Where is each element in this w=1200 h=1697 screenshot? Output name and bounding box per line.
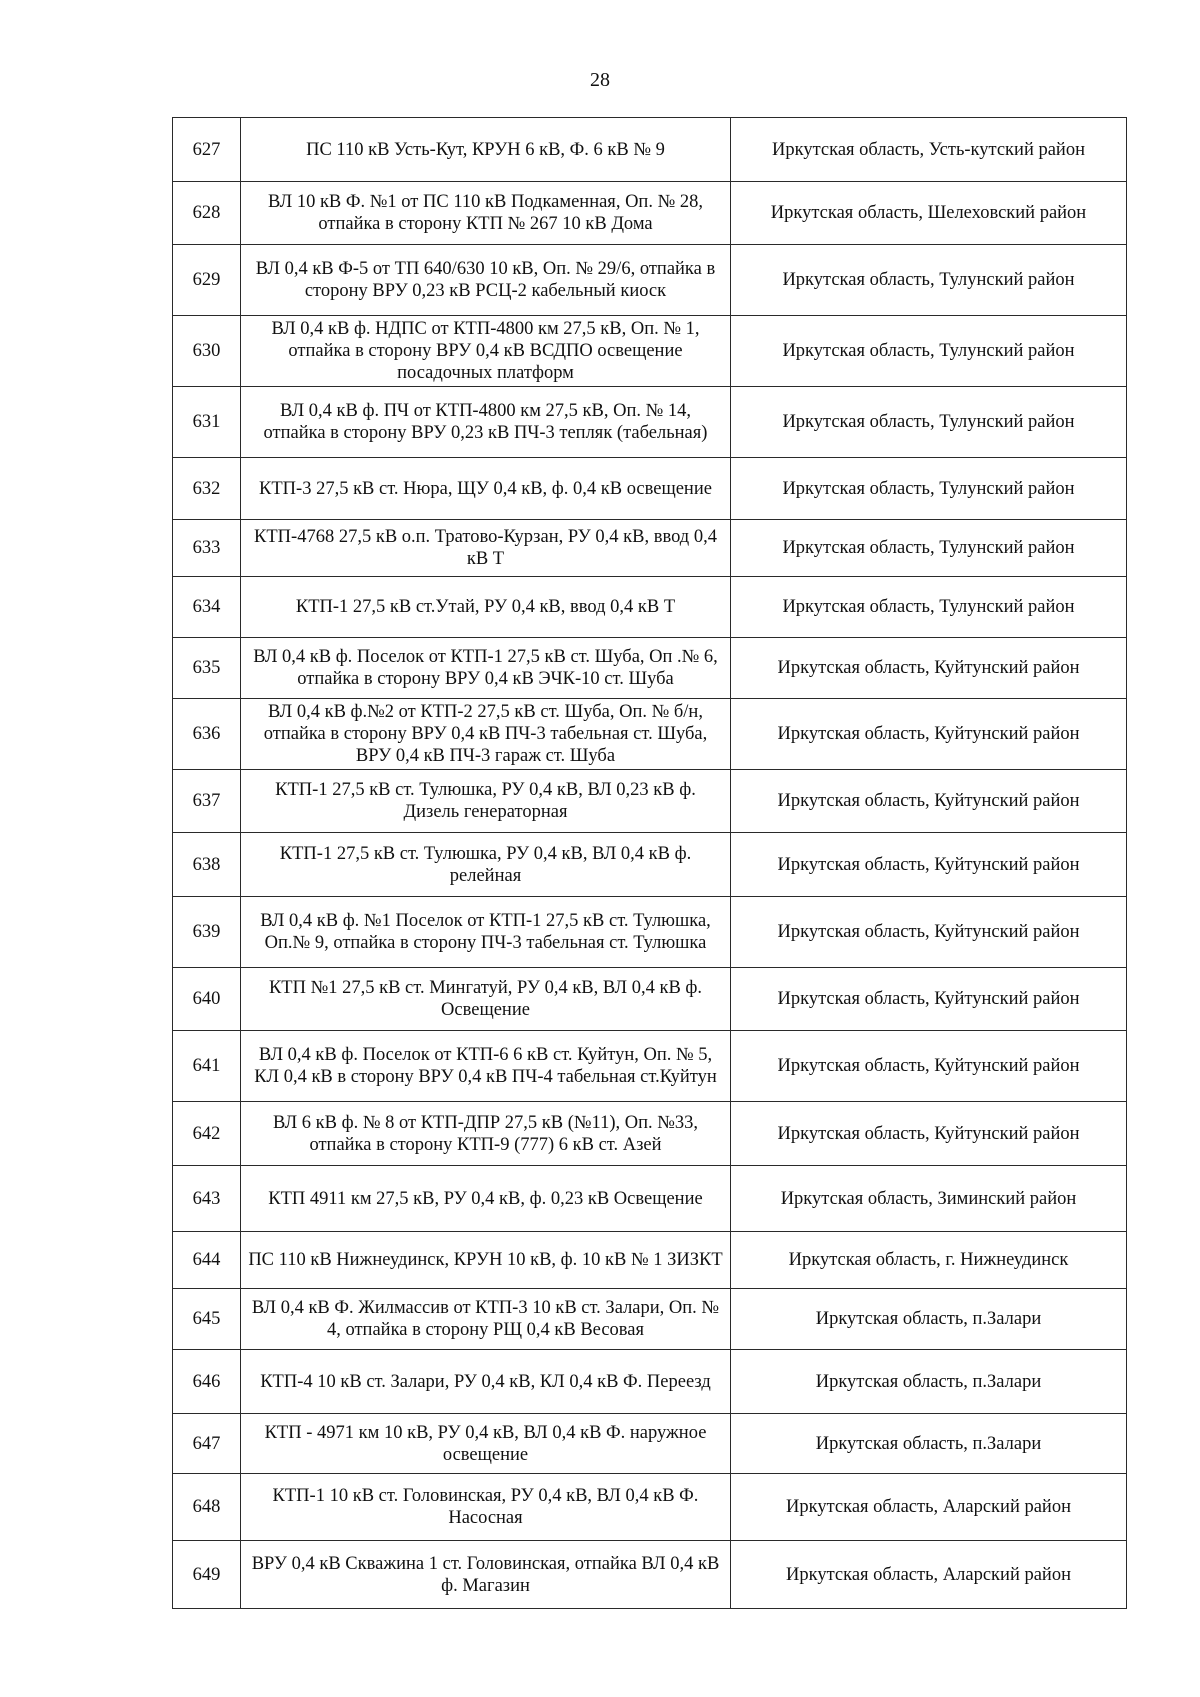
table-row bbox=[173, 1474, 1127, 1541]
row-number: 632 bbox=[173, 458, 241, 520]
object-location: Иркутская область, Тулунский район bbox=[731, 520, 1127, 577]
object-description: КТП-1 27,5 кВ ст.Утай, РУ 0,4 кВ, ввод 0,4 кВ Т bbox=[241, 577, 731, 638]
object-location: Иркутская область, Куйтунский район bbox=[731, 1031, 1127, 1102]
row-number: 648 bbox=[173, 1474, 241, 1541]
table-row bbox=[173, 1541, 1127, 1609]
object-location: Иркутская область, Куйтунский район bbox=[731, 770, 1127, 833]
object-location: Иркутская область, Куйтунский район bbox=[731, 638, 1127, 699]
table-row bbox=[173, 968, 1127, 1031]
object-location: Иркутская область, Куйтунский район bbox=[731, 699, 1127, 770]
object-description: ВЛ 0,4 кВ Ф. Жилмассив от КТП-3 10 кВ ст. Залари, Оп. № 4, отпайка в сторону РЩ 0,4 кВ Весовая bbox=[241, 1289, 731, 1350]
row-number: 642 bbox=[173, 1102, 241, 1166]
object-description: ВРУ 0,4 кВ Скважина 1 ст. Головинская, отпайка ВЛ 0,4 кВ ф. Магазин bbox=[241, 1541, 731, 1609]
object-location: Иркутская область, Куйтунский район bbox=[731, 1102, 1127, 1166]
table-row bbox=[173, 577, 1127, 638]
table-row bbox=[173, 520, 1127, 577]
object-description: КТП №1 27,5 кВ ст. Мингатуй, РУ 0,4 кВ, ВЛ 0,4 кВ ф. Освещение bbox=[241, 968, 731, 1031]
row-number: 631 bbox=[173, 387, 241, 458]
table-row bbox=[173, 699, 1127, 770]
row-number: 628 bbox=[173, 182, 241, 245]
table-row bbox=[173, 316, 1127, 387]
object-location: Иркутская область, Куйтунский район bbox=[731, 968, 1127, 1031]
object-description: ВЛ 0,4 кВ Ф-5 от ТП 640/630 10 кВ, Оп. № 29/6, отпайка в сторону ВРУ 0,23 кВ РСЦ-2 кабельный киоск bbox=[241, 245, 731, 316]
row-number: 627 bbox=[173, 118, 241, 182]
table-row bbox=[173, 638, 1127, 699]
object-location: Иркутская область, г. Нижнеудинск bbox=[731, 1232, 1127, 1289]
object-description: ВЛ 0,4 кВ ф. №1 Поселок от КТП-1 27,5 кВ ст. Тулюшка, Оп.№ 9, отпайка в сторону ПЧ-3 табельная ст. Тулюшка bbox=[241, 897, 731, 968]
table-row bbox=[173, 182, 1127, 245]
object-description: КТП-4 10 кВ ст. Залари, РУ 0,4 кВ, КЛ 0,4 кВ Ф. Переезд bbox=[241, 1350, 731, 1414]
row-number: 630 bbox=[173, 316, 241, 387]
object-location: Иркутская область, Тулунский район bbox=[731, 387, 1127, 458]
row-number: 646 bbox=[173, 1350, 241, 1414]
object-location: Иркутская область, Куйтунский район bbox=[731, 833, 1127, 897]
object-description: КТП-4768 27,5 кВ о.п. Тратово-Курзан, РУ 0,4 кВ, ввод 0,4 кВ Т bbox=[241, 520, 731, 577]
object-description: ВЛ 10 кВ Ф. №1 от ПС 110 кВ Подкаменная, Оп. № 28, отпайка в сторону КТП № 267 10 кВ Дома bbox=[241, 182, 731, 245]
table-row bbox=[173, 1414, 1127, 1474]
table-row bbox=[173, 1232, 1127, 1289]
object-location: Иркутская область, Аларский район bbox=[731, 1541, 1127, 1609]
object-location: Иркутская область, Тулунский район bbox=[731, 577, 1127, 638]
table-row bbox=[173, 897, 1127, 968]
row-number: 649 bbox=[173, 1541, 241, 1609]
row-number: 633 bbox=[173, 520, 241, 577]
objects-table bbox=[172, 117, 1127, 1609]
table-row bbox=[173, 1289, 1127, 1350]
row-number: 639 bbox=[173, 897, 241, 968]
object-location: Иркутская область, Тулунский район bbox=[731, 316, 1127, 387]
row-number: 640 bbox=[173, 968, 241, 1031]
row-number: 637 bbox=[173, 770, 241, 833]
object-description: ВЛ 0,4 кВ ф. ПЧ от КТП-4800 км 27,5 кВ, Оп. № 14, отпайка в сторону ВРУ 0,23 кВ ПЧ-3 тепляк (табельная) bbox=[241, 387, 731, 458]
row-number: 644 bbox=[173, 1232, 241, 1289]
row-number: 636 bbox=[173, 699, 241, 770]
row-number: 635 bbox=[173, 638, 241, 699]
object-description: КТП - 4971 км 10 кВ, РУ 0,4 кВ, ВЛ 0,4 кВ Ф. наружное освещение bbox=[241, 1414, 731, 1474]
table-row bbox=[173, 118, 1127, 182]
object-location: Иркутская область, Зиминский район bbox=[731, 1166, 1127, 1232]
row-number: 641 bbox=[173, 1031, 241, 1102]
object-description: ВЛ 0,4 кВ ф. Поселок от КТП-6 6 кВ ст. Куйтун, Оп. № 5, КЛ 0,4 кВ в сторону ВРУ 0,4 кВ ПЧ-4 табельная ст.Куйтун bbox=[241, 1031, 731, 1102]
object-description: КТП-1 27,5 кВ ст. Тулюшка, РУ 0,4 кВ, ВЛ 0,4 кВ ф. релейная bbox=[241, 833, 731, 897]
table-row bbox=[173, 770, 1127, 833]
table-row bbox=[173, 1031, 1127, 1102]
row-number: 647 bbox=[173, 1414, 241, 1474]
object-description: КТП-1 10 кВ ст. Головинская, РУ 0,4 кВ, ВЛ 0,4 кВ Ф. Насосная bbox=[241, 1474, 731, 1541]
object-description: ВЛ 0,4 кВ ф.№2 от КТП-2 27,5 кВ ст. Шуба, Оп. № б/н, отпайка в сторону ВРУ 0,4 кВ ПЧ-3 табельная ст. Шуба, ВРУ 0,4 кВ ПЧ-3 гараж ст. Шуба bbox=[241, 699, 731, 770]
table-row bbox=[173, 387, 1127, 458]
object-location: Иркутская область, п.Залари bbox=[731, 1414, 1127, 1474]
table-row bbox=[173, 245, 1127, 316]
object-location: Иркутская область, п.Залари bbox=[731, 1350, 1127, 1414]
object-location: Иркутская область, Шелеховский район bbox=[731, 182, 1127, 245]
object-location: Иркутская область, Усть-кутский район bbox=[731, 118, 1127, 182]
object-location: Иркутская область, п.Залари bbox=[731, 1289, 1127, 1350]
table-row bbox=[173, 1102, 1127, 1166]
table-row bbox=[173, 1350, 1127, 1414]
table-row bbox=[173, 833, 1127, 897]
table-row bbox=[173, 458, 1127, 520]
object-description: ВЛ 6 кВ ф. № 8 от КТП-ДПР 27,5 кВ (№11), Оп. №33, отпайка в сторону КТП-9 (777) 6 кВ ст. Азей bbox=[241, 1102, 731, 1166]
object-description: КТП 4911 км 27,5 кВ, РУ 0,4 кВ, ф. 0,23 кВ Освещение bbox=[241, 1166, 731, 1232]
object-description: ВЛ 0,4 кВ ф. Поселок от КТП-1 27,5 кВ ст. Шуба, Оп .№ 6, отпайка в сторону ВРУ 0,4 кВ ЭЧК-10 ст. Шуба bbox=[241, 638, 731, 699]
page-number: 28 bbox=[590, 69, 610, 91]
row-number: 629 bbox=[173, 245, 241, 316]
object-description: ПС 110 кВ Усть-Кут, КРУН 6 кВ, Ф. 6 кВ № 9 bbox=[241, 118, 731, 182]
table-row bbox=[173, 1166, 1127, 1232]
row-number: 634 bbox=[173, 577, 241, 638]
object-location: Иркутская область, Куйтунский район bbox=[731, 897, 1127, 968]
object-description: КТП-1 27,5 кВ ст. Тулюшка, РУ 0,4 кВ, ВЛ 0,23 кВ ф. Дизель генераторная bbox=[241, 770, 731, 833]
object-location: Иркутская область, Тулунский район bbox=[731, 245, 1127, 316]
object-location: Иркутская область, Аларский район bbox=[731, 1474, 1127, 1541]
object-description: КТП-3 27,5 кВ ст. Нюра, ЩУ 0,4 кВ, ф. 0,4 кВ освещение bbox=[241, 458, 731, 520]
object-location: Иркутская область, Тулунский район bbox=[731, 458, 1127, 520]
row-number: 643 bbox=[173, 1166, 241, 1232]
object-description: ПС 110 кВ Нижнеудинск, КРУН 10 кВ, ф. 10 кВ № 1 ЗИЗКТ bbox=[241, 1232, 731, 1289]
row-number: 645 bbox=[173, 1289, 241, 1350]
row-number: 638 bbox=[173, 833, 241, 897]
object-description: ВЛ 0,4 кВ ф. НДПС от КТП-4800 км 27,5 кВ, Оп. № 1, отпайка в сторону ВРУ 0,4 кВ ВСДПО освещение посадочных платформ bbox=[241, 316, 731, 387]
